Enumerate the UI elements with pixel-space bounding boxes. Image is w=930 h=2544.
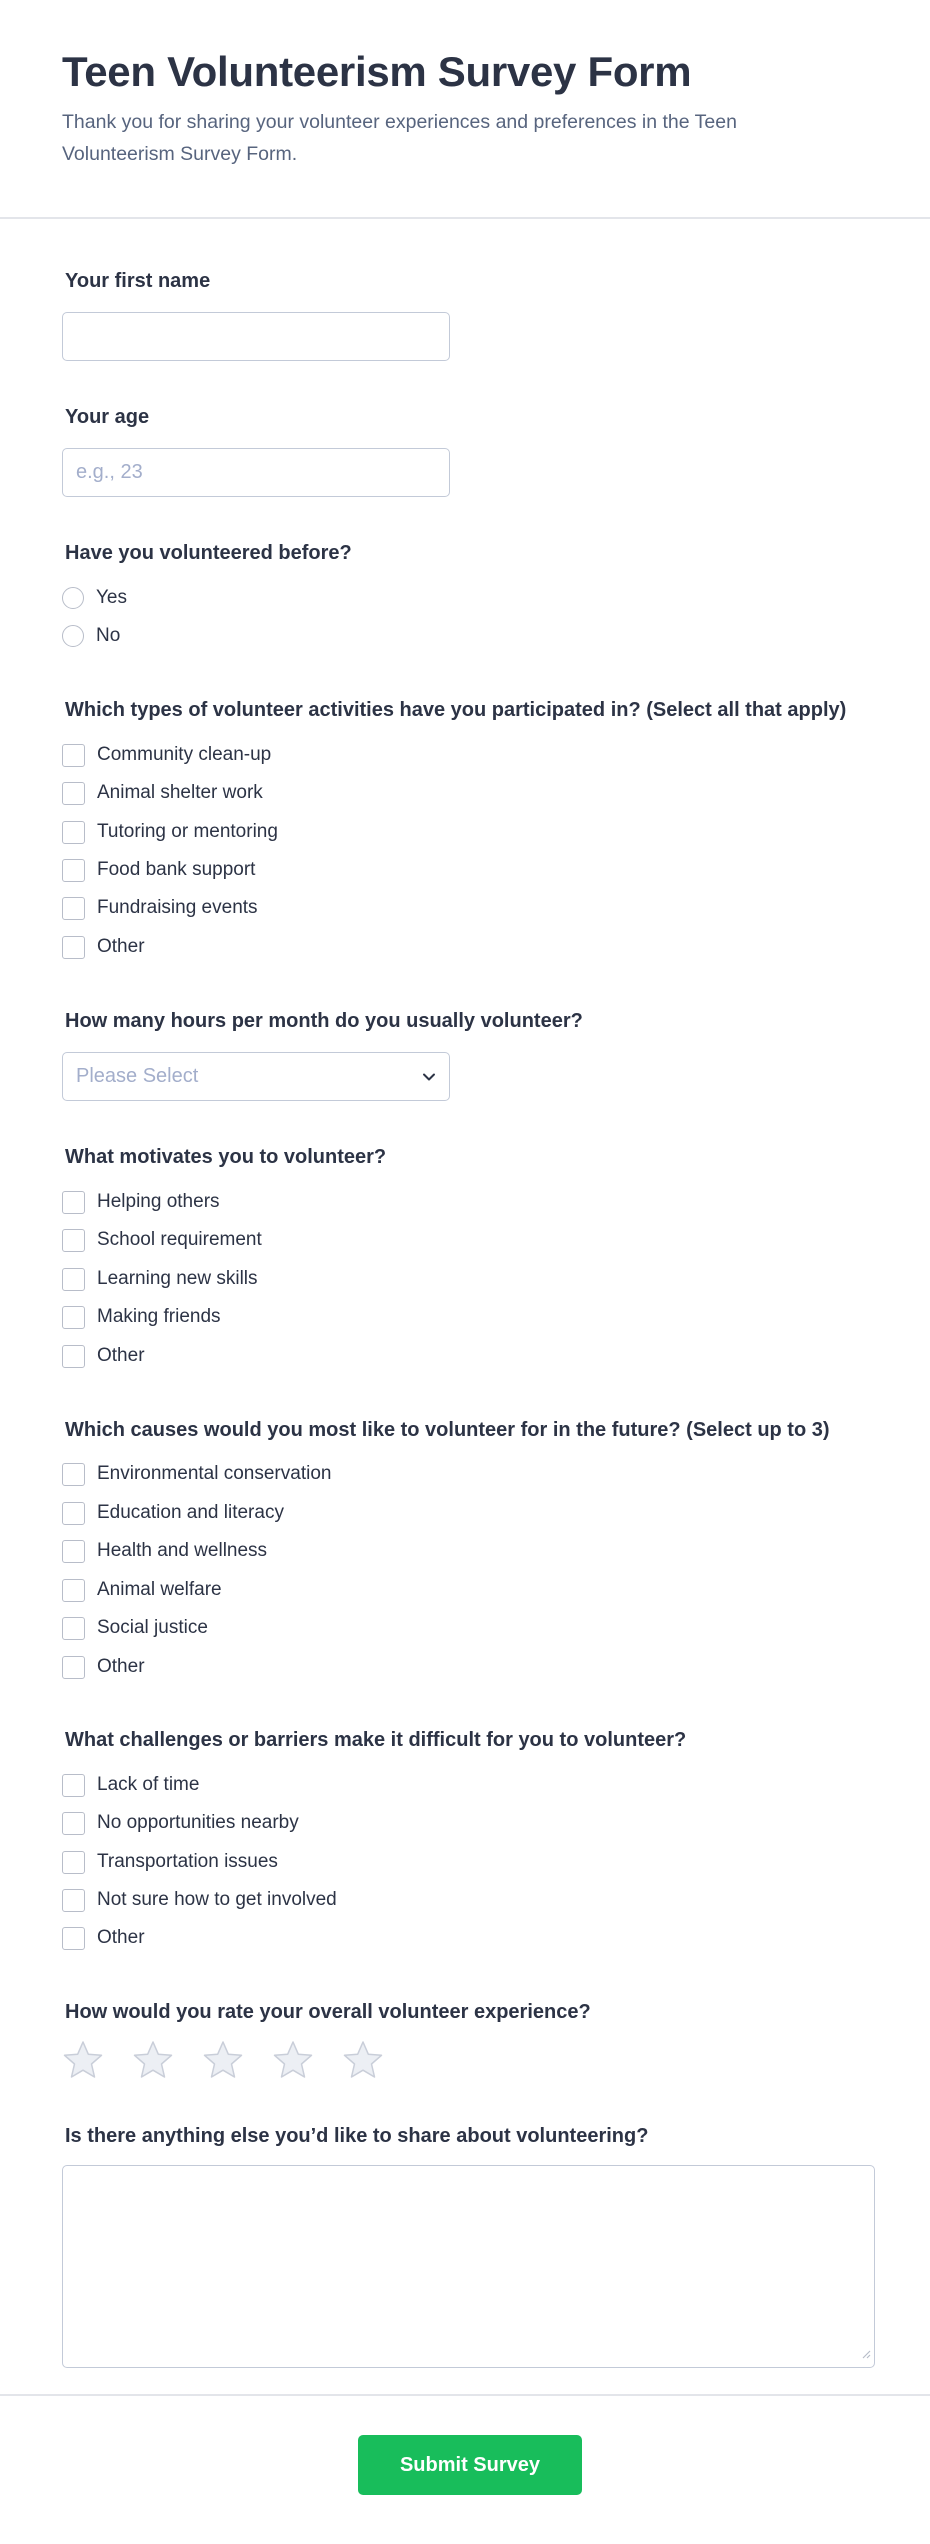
checkbox-option[interactable] [62,1887,337,1913]
checkbox-option[interactable] [62,1925,145,1951]
checkbox-option[interactable] [62,1189,220,1215]
checkbox[interactable] [62,936,85,959]
checkbox-option[interactable] [62,857,255,883]
checkbox[interactable] [62,1191,85,1214]
star-icon[interactable] [202,2040,244,2080]
first-name-input[interactable] [62,312,450,361]
checkbox-label: Animal shelter work [97,782,263,803]
radio-option-no[interactable] [62,623,120,649]
checkbox[interactable] [62,1812,85,1835]
chevron-down-icon [421,1069,437,1090]
checkbox-option[interactable] [62,1849,278,1875]
checkbox[interactable] [62,1268,85,1291]
radio-label: No [96,625,121,646]
checkbox[interactable] [62,1502,85,1525]
checkbox-option[interactable] [62,1266,258,1292]
checkbox-option[interactable] [62,1227,262,1253]
checkbox-label: Making friends [97,1306,221,1327]
barriers-label: What challenges or barriers make it difficult for you to volunteer? [65,1729,687,1751]
checkbox-label: Learning new skills [97,1268,258,1289]
checkbox-option[interactable] [62,1461,331,1487]
resize-handle-icon[interactable] [861,2346,871,2364]
checkbox[interactable] [62,1579,85,1602]
causes-label: Which causes would you most like to volunteer for in the future? (Select up to 3) [65,1419,830,1441]
checkbox-option[interactable] [62,742,271,768]
checkbox-label: Education and literacy [97,1502,284,1523]
checkbox[interactable] [62,1345,85,1368]
comments-textarea[interactable] [62,2165,875,2368]
checkbox-option[interactable] [62,934,145,960]
select-placeholder: Please Select [76,1065,199,1087]
checkbox[interactable] [62,782,85,805]
radio-button[interactable] [62,625,84,647]
checkbox-option[interactable] [62,1654,145,1680]
star-icon[interactable] [272,2040,314,2080]
checkbox-label: Environmental conservation [97,1463,332,1484]
checkbox-option[interactable] [62,1304,221,1330]
checkbox[interactable] [62,1656,85,1679]
checkbox[interactable] [62,1851,85,1874]
checkbox-label: Other [97,1345,145,1366]
checkbox-option[interactable] [62,1810,299,1836]
checkbox[interactable] [62,1463,85,1486]
motivation-label: What motivates you to volunteer? [65,1146,387,1168]
checkbox-option[interactable] [62,895,258,921]
age-input[interactable] [62,448,450,497]
checkbox-label: Community clean-up [97,744,272,765]
form-header [0,0,930,219]
checkbox-label: Helping others [97,1191,220,1212]
checkbox-label: Tutoring or mentoring [97,821,278,842]
checkbox[interactable] [62,821,85,844]
submit-button[interactable]: Submit Survey [358,2435,582,2495]
form-subtitle: Thank you for sharing your volunteer experiences and preferences in the Teen Volunteerism Survey Form. [62,111,737,165]
checkbox[interactable] [62,1229,85,1252]
checkbox-label: Other [97,1656,145,1677]
checkbox-option[interactable] [62,1577,222,1603]
checkbox-label: School requirement [97,1229,262,1250]
checkbox-label: Animal welfare [97,1579,222,1600]
hours-label: How many hours per month do you usually volunteer? [65,1010,583,1032]
checkbox-label: Not sure how to get involved [97,1889,337,1910]
checkbox-option[interactable] [62,780,263,806]
checkbox-label: Social justice [97,1617,208,1638]
checkbox-option[interactable] [62,1343,145,1369]
checkbox-label: No opportunities nearby [97,1812,299,1833]
checkbox-option[interactable] [62,1500,284,1526]
checkbox-option[interactable] [62,1538,267,1564]
form-title: Teen Volunteerism Survey Form [62,48,692,95]
checkbox[interactable] [62,1927,85,1950]
rating-label: How would you rate your overall volunteer experience? [65,2001,591,2023]
radio-label: Yes [96,587,127,608]
star-icon[interactable] [62,2040,104,2080]
star-icon[interactable] [342,2040,384,2080]
star-icon[interactable] [132,2040,174,2080]
footer-divider [0,2394,930,2396]
radio-button[interactable] [62,587,84,609]
comments-label: Is there anything else you’d like to share about volunteering? [65,2125,649,2147]
checkbox[interactable] [62,1306,85,1329]
checkbox[interactable] [62,744,85,767]
volunteered-before-label: Have you volunteered before? [65,542,352,564]
checkbox-label: Transportation issues [97,1851,278,1872]
first-name-label: Your first name [65,270,211,292]
checkbox[interactable] [62,859,85,882]
checkbox-label: Lack of time [97,1774,200,1795]
age-label: Your age [65,406,150,428]
checkbox[interactable] [62,1889,85,1912]
radio-option-yes[interactable] [62,585,127,611]
checkbox[interactable] [62,1617,85,1640]
checkbox-label: Fundraising events [97,897,258,918]
activities-label: Which types of volunteer activities have you participated in? (Select all that apply) [65,699,847,721]
checkbox-option[interactable] [62,1615,208,1641]
checkbox-label: Health and wellness [97,1540,268,1561]
checkbox-label: Other [97,936,145,957]
checkbox[interactable] [62,1540,85,1563]
checkbox[interactable] [62,897,85,920]
checkbox-option[interactable] [62,1772,199,1798]
hours-select[interactable] [62,1052,450,1101]
checkbox-option[interactable] [62,819,278,845]
star-rating [62,2040,412,2080]
checkbox-label: Other [97,1927,145,1948]
checkbox-label: Food bank support [97,859,256,880]
checkbox[interactable] [62,1774,85,1797]
